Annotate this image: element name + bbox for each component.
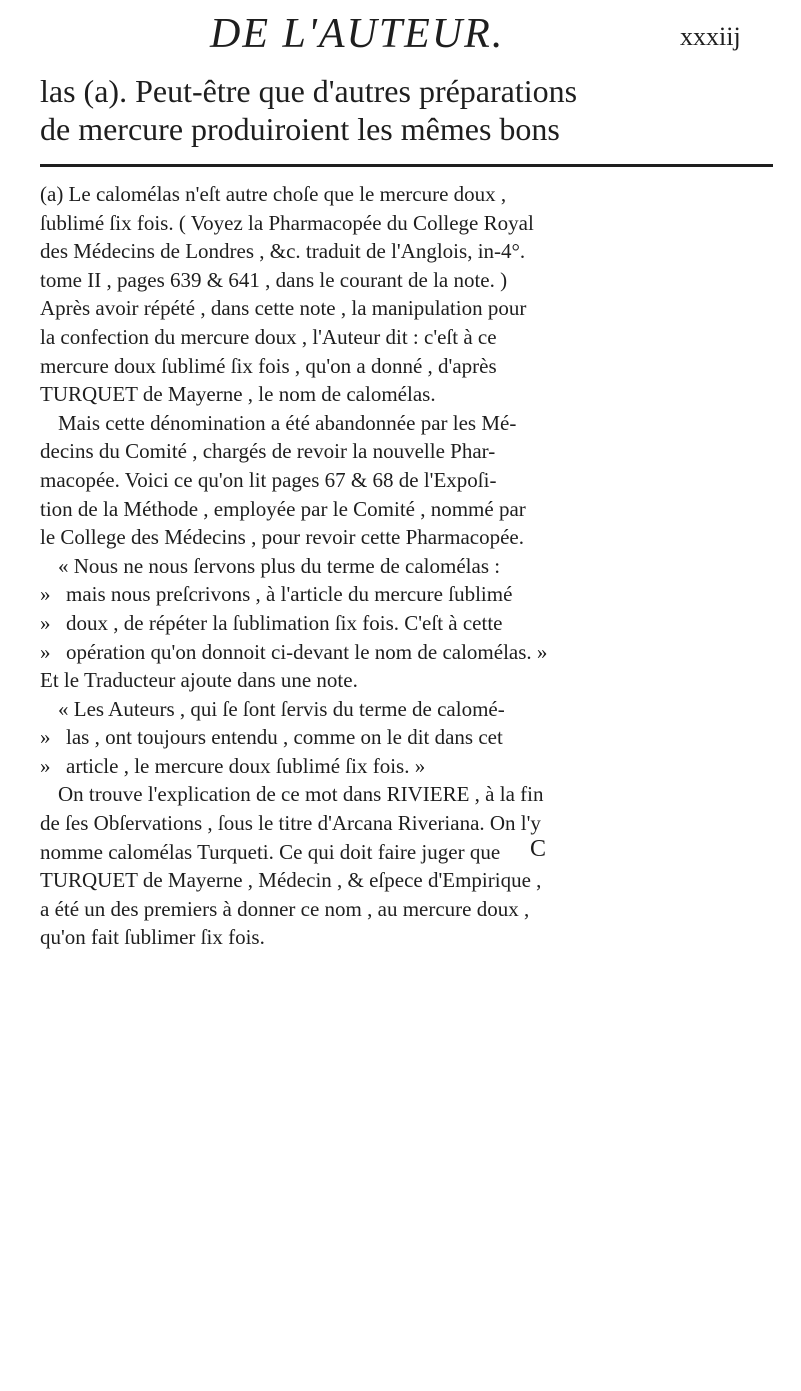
signature-mark: C [530,836,547,862]
footnote-line-text: doux , de répéter la ſublimation ſix fois. C'eſt à cette [66,610,503,635]
footnote-line: decins du Comité , chargés de revoir la nouvelle Phar- [40,439,496,464]
quote-mark: » [40,639,51,664]
main-text-line: de mercure produiroient les mêmes bons [40,111,560,147]
footnote-line: le College des Médecins , pour revoir cette Pharmacopée. [40,525,524,550]
footnote-quoted-line [40,580,780,609]
page-number: xxxiij [680,22,741,51]
footnote-line: TURQUET de Mayerne , le nom de calomélas. [40,382,436,407]
quote-mark: » [40,610,51,635]
footnote-line: ſublimé ſix fois. ( Voyez la Pharmacopée du College Royal [40,210,534,235]
footnote-line: tome II , pages 639 & 641 , dans le courant de la note. ) [40,267,508,292]
footnote-line-text: mais nous preſcrivons , à l'article du mercure ſublimé [66,582,513,607]
footnote-line: a été un des premiers à donner ce nom , au mercure doux , [40,896,530,921]
running-head: DE L'AUTEUR. [210,11,505,57]
main-text [40,72,780,148]
footnote-line: la confection du mercure doux , l'Auteur dit : c'eſt à ce [40,324,497,349]
footnote-line-text: opération qu'on donnoit ci-devant le nom de calomélas. » [66,639,548,664]
footnote-line: macopée. Voici ce qu'on lit pages 67 & 68 de l'Expoſi- [40,467,497,492]
footnote-line: Après avoir répété , dans cette note , la manipulation pour [40,296,527,321]
footnote-line: mercure doux ſublimé ſix fois , qu'on a donné , d'après [40,353,497,378]
footnote-line: nomme calomélas Turqueti. Ce qui doit faire juger que [40,839,501,864]
footnote-line: qu'on fait ſublimer ſix fois. [40,925,265,950]
footnote-quoted-line [40,638,780,667]
footnote-line: de ſes Obſervations , ſous le titre d'Arcana Riveriana. On l'y [40,811,541,836]
footnote-line: TURQUET de Mayerne , Médecin , & eſpece d'Empirique , [40,868,542,893]
footnote-line: « Nous ne nous ſervons plus du terme de calomélas : [58,553,501,578]
footnote-line-text: article , le mercure doux ſublimé ſix fois. » [66,753,426,778]
quote-mark: » [40,753,51,778]
footnote-line: des Médecins de Londres , &c. traduit de l'Anglois, in-4°. [40,239,526,264]
footnote-line-text: las , ont toujours entendu , comme on le dit dans cet [66,725,503,750]
footnote-quoted-line [40,723,780,752]
footnote-line: « Les Auteurs , qui ſe ſont ſervis du terme de calomé- [58,696,505,721]
footnote-quoted-line [40,609,780,638]
footnote [40,180,780,952]
main-text-line: las (a). Peut-être que d'autres préparations [40,73,578,109]
footnote-quoted-line [40,752,780,781]
footnote-line: Mais cette dénomination a été abandonnée par les Mé- [58,410,517,435]
footnote-line: (a) Le calomélas n'eſt autre choſe que le mercure doux , [40,182,507,206]
quote-mark: » [40,582,51,607]
page-header [210,10,800,70]
footnote-line: On trouve l'explication de ce mot dans RIVIERE , à la fin [58,782,544,807]
footnote-line: Et le Traducteur ajoute dans une note. [40,668,358,693]
footnote-rule [40,164,773,167]
quote-mark: » [40,725,51,750]
footnote-line: tion de la Méthode , employée par le Comité , nommé par [40,496,526,521]
